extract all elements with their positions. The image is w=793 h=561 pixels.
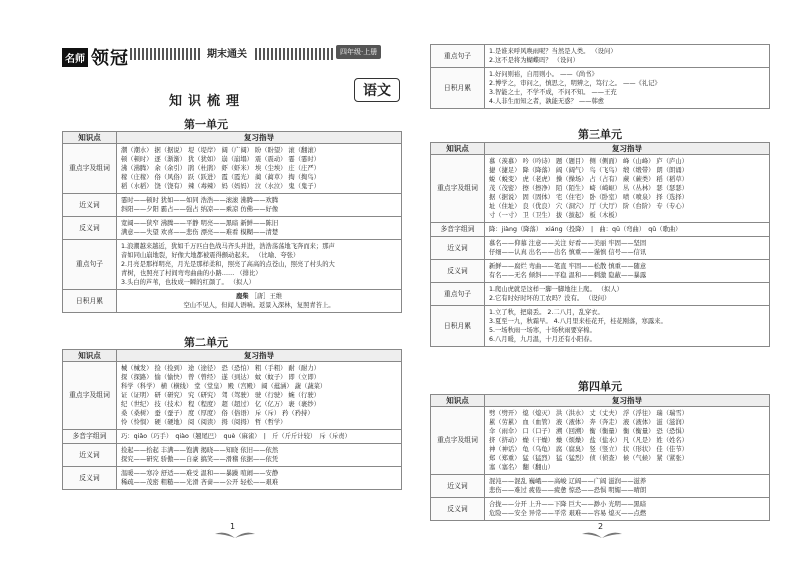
unit3-multi: 降：jiàng（降落） xiáng（投降） | 曲：qū（弯曲） qǔ（歌曲）	[485, 223, 770, 237]
col-guide: 复习指导	[117, 350, 402, 362]
section-label: 期末通关	[207, 49, 247, 60]
page-number-right: 2	[598, 522, 604, 531]
label-chars: 重点字及组词	[63, 144, 117, 194]
brand-box: 名师	[62, 48, 88, 67]
label-accum: 日积月累	[431, 306, 485, 347]
label-ant: 反义词	[63, 217, 117, 240]
label-syn: 近义词	[431, 237, 485, 260]
unit4-ant: 合拢——分开 上升——下降 巨大——渺小 光明——黑暗 危险——安全 异常——平常 艰难——容易 熄灭——点燃	[485, 498, 770, 521]
unit2-ant: 温暖——寒冷 舒适——难受 温和——暴躁 喧闹——安静 稀疏——茂密 粗糙——光滑 吝啬——公开 轻松——艰难	[117, 467, 402, 490]
unit3-title: 第三单元	[578, 128, 622, 141]
unit3-syn: 慕名——仰慕 注意——关注 好看——美丽 牢固——坚固 仔细——认真 出名——出名 慎重——谨慎 信号——信讯	[485, 237, 770, 260]
label-multi: 多音字组词	[63, 430, 117, 444]
right-sent: 1.是谁来呼风唤雨呢？当然是人类。 （设问） 2.这不是将为蝴蝶吗？ （设问）	[485, 45, 770, 68]
col-guide: 复习指导	[485, 143, 770, 155]
label-sent: 重点句子	[63, 240, 117, 290]
unit3-chars: 慕（羡慕） 吟（吟诗） 题（题目） 侧（侧面） 峰（山峰） 庐（庐山） 捷（捷足） 降（降落） 阔（阔气） 鸟（飞鸟） 缎（缎带） 朗（朗诵） 蜕（蜕变） 虎（老虎） 操（操场） 占（占有） 蕨（蕨类） 稻（稻草） 茂（茂密） 擦（擦净） 陌（陌生） 崎（崎岖） 丛（丛林） 瑟（瑟瑟） 据（据说） 固（固体） 宅（住宅） 卧（卧室） 喷（喷泉） 择（选择） 址（住址） 良（优良） 穴（洞穴） 厅（大厅） 阶（台阶） 专（专心） 寸（一寸） 卫（卫生） 拔（拔起） 板（木板）	[485, 155, 770, 223]
col-guide: 复习指导	[485, 395, 770, 407]
unit3-accum: 1.立了秋，把扇丢。 2.二八月，乱穿衣。 3.夏至一九，秋霜早。 4.八月里来桂花开，桂花刚落，寒露来。 5.一场秋雨一场寒，十场秋雨要穿棉。 6.八月暖，九月温，十月还有小阳春。	[485, 306, 770, 347]
brand-name: 领冠	[91, 48, 129, 69]
unit2-table	[62, 349, 402, 490]
unit4-chars: 劈（劈开） 熄（熄灭） 洪（洪水） 丈（丈夫） 浮（浮往） 瑞（瑞雪） 累（劳累） 血（血管） 液（液体） 奔（奔走） 液（液体） 滋（滋润） 伞（雨伞） 口（口子） 溯（回溯） 衡（衡量） 衡（衡量） 恐（恐惧） 挤（挤动） 燥（干燥） 燥（烦燥） 盐（盐水） 凡（凡是） 姓（姓名） 神（神话） 龟（乌龟） 腐（腐臭） 竖（竖立） 状（形状） 佳（佳节） 郑（郑重） 猛（猛烈） 猛（猛烈） 侦（侦查） 候（气候） 紧（紧张） 塞（塞名） 翻（翻山）	[485, 407, 770, 475]
unit4-table	[430, 394, 770, 521]
page-title: 知识梳理	[168, 94, 245, 109]
subject-badge: 语文	[354, 78, 400, 102]
unit1-table	[62, 131, 402, 313]
label-chars: 重点字及组词	[431, 407, 485, 475]
col-point: 知识点	[63, 350, 117, 362]
poem-title: 鹿柴	[235, 293, 249, 300]
unit1-title: 第一单元	[184, 118, 228, 131]
unit2-multi: 巧：qiǎo（巧手） qiào（翘尾巴） què（麻雀） | 斤（斤斤计较） 斥（斥责）	[117, 430, 402, 444]
label-syn: 近义词	[63, 444, 117, 467]
label-multi: 多音字组词	[431, 223, 485, 237]
unit4-title: 第四单元	[578, 380, 622, 393]
col-point: 知识点	[63, 132, 117, 144]
label-sent: 重点句子	[431, 283, 485, 306]
unit2-title: 第二单元	[184, 336, 228, 349]
label-chars: 重点字及组词	[431, 155, 485, 223]
unit1-chars: 潮（潮水） 据（据说） 堤（堤岸） 阔（广阔） 盼（盼望） 滚（翻滚） 顿（顿时） 逐（渐渐） 犹（犹如） 崩（崩塌） 震（震动） 霎（霎时） 沸（沸腾） 余（余引） 鹃（杜鹃） 虾（虾米） 埃（尘埃） 庄（庄严） 稼（庄稼） 俗（风俗） 跃（跃进） 霞（霞光） 蔺（蔺草） 掏（掏鸟） 稻（水稻） 饶（饶有） 辣（毒辣） 妈（妈妈） 泣（水泣） 鬼（鬼子）	[117, 144, 402, 194]
unit4-syn: 混沌——混乱 巍峨——高峻 辽阔——广阔 滋润——滋养 悲伤——难过 疲倦——疲惫 惊恐——恐惧 明媚——晴朗	[485, 475, 770, 498]
col-point: 知识点	[431, 143, 485, 155]
unit3-sent: 1.爬山虎就是这样一脚一脚地往上爬。 （拟人） 2.它有时好时坏的工农吗？没有。 （设问）	[485, 283, 770, 306]
label-accum: 日积月累	[431, 68, 485, 109]
unit1-syn: 霎时——顿时 犹如——如同 浩浩——滚滚 沸腾——欢腾 斜阳——夕阳 霸占——强占 纳凉——乘凉 仿佛——好像	[117, 194, 402, 217]
label-ant: 反义词	[431, 260, 485, 283]
brand-logo	[62, 44, 129, 70]
grade-badge: 四年级·上册	[336, 45, 381, 59]
unit2-chars: 械（械发） 捡（捡到） 途（途径） 恐（恐怕） 粗（手粗） 耐（耐力） 探（探路） 愉（愉快） 曾（曾经） 遂（到达） 蚊（蚊子） 即（立即） 科学（科学） 横（横线） 堂（堂皇） 殿（宫殿） 阔（蕴涵） 蔬（蔬菜） 证（证明） 研（研究） 究（研究） 驾（驾驶） 驶（行驶） 蜿（行驶） 纪（世纪） 技（技术） 程（程度） 超（超过） 亿（亿万） 裹（裹纱） 桑（桑树） 蚕（蚕子） 度（厚度） 俗（俗语） 斥（斥） 矜（矜持） 怜（怜悯） 硬（硬地） 阅（阅读） 拇（阅拇） 哲（哲学）	[117, 362, 402, 430]
label-syn: 近义词	[63, 194, 117, 217]
wing-ornament-right	[582, 530, 622, 540]
poem-text: 空山不见人，但闻人语响。返景入深林，复照青苔上。	[183, 302, 335, 309]
right-accum: 1.好问则裕，自用则小。 ——《尚书》 2.博学之，审问之，慎思之，明辨之，笃行之。 ——《礼记》 3.智能之士，不学不成，不问不知。 ——王充 4.人非生而知之者，孰能无惑？ ——韩愈	[485, 68, 770, 109]
right-top-table	[430, 44, 770, 109]
unit1-ant: 宽阔——狭窄 沸腾——平静 明亮——黑暗 新鲜——陈旧 满意——失望 欢喜——悲伤 漂亮——难看 模糊——清楚	[117, 217, 402, 240]
col-guide: 复习指导	[117, 132, 402, 144]
unit1-sent: 1.浪潮越来越近，犹如千万匹白色战马齐头并进，浩浩荡荡地飞奔而来；那声 音如同山崩地裂，好像大地都被震得颤动起来。 （比喻、夸张） 2.月亮是那样明亮，月光是那样柔和，照亮了高高的点苍山，照亮了村头的大 青树，也照亮了村间弯弯曲曲的小路…… （排比） 3.头白的芦苇，也妆成一瞬的红颜了。 （拟人）	[117, 240, 402, 290]
header-stripe-right	[255, 48, 333, 60]
poem-meta: ［唐］王维	[250, 293, 283, 300]
label-ant: 反义词	[431, 498, 485, 521]
unit3-table	[430, 142, 770, 347]
header-stripe-left	[130, 48, 202, 60]
page-number-left: 1	[230, 522, 236, 531]
unit3-ant: 新鲜——腐烂 弯曲——笔直 牢固——松散 慎重——随意 有名——无名 倾斜——平稳 温和——刺激 隐蔽——暴露	[485, 260, 770, 283]
label-syn: 近义词	[431, 475, 485, 498]
unit2-syn: 捡起——拾起 丰满——饱满 揭晓——知晓 依旧——依然 探究——研究 骄傲——自豪 搞笑——滑稽 依据——依凭	[117, 444, 402, 467]
unit1-poem	[117, 290, 402, 313]
label-accum: 日积月累	[63, 290, 117, 313]
col-point: 知识点	[431, 395, 485, 407]
label-ant: 反义词	[63, 467, 117, 490]
wing-ornament-left	[215, 530, 255, 540]
label-sent: 重点句子	[431, 45, 485, 68]
label-chars: 重点字及组词	[63, 362, 117, 430]
